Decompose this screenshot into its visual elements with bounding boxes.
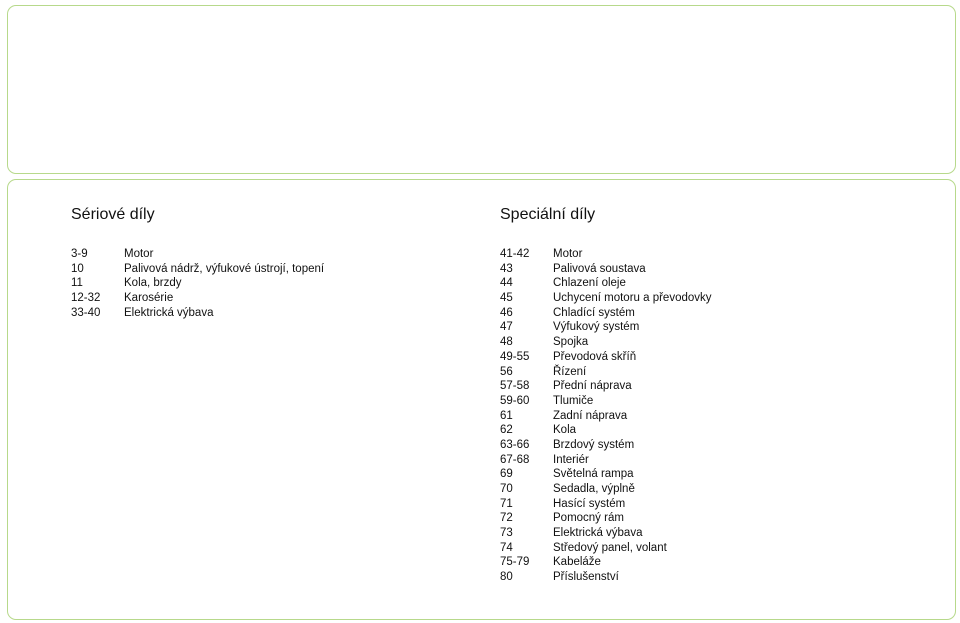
special-list-item[interactable] <box>500 276 760 291</box>
section-name: Interiér <box>553 453 589 466</box>
section-name: Kola <box>553 424 577 437</box>
section-name: Motor <box>553 248 583 260</box>
section-name: Kola, brzdy <box>124 277 182 290</box>
section-name: Hasící systém <box>553 497 626 510</box>
section-name: Spojka <box>553 336 589 349</box>
special-list-item[interactable] <box>500 306 760 321</box>
special-list-item[interactable] <box>500 541 760 556</box>
page-range: 80 <box>500 571 513 584</box>
special-list-item[interactable] <box>500 320 760 335</box>
special-list-item[interactable] <box>500 438 760 453</box>
page-range: 74 <box>500 541 513 554</box>
section-name: Převodová skříň <box>553 350 637 363</box>
special-list-item[interactable] <box>500 247 760 262</box>
page-range: 48 <box>500 336 513 349</box>
page-range: 12-32 <box>71 292 101 305</box>
special-list-item[interactable] <box>500 497 760 512</box>
special-list-item[interactable] <box>500 555 760 570</box>
section-name: Motor <box>124 248 154 260</box>
section-name: Brzdový systém <box>553 438 635 451</box>
section-name: Elektrická výbava <box>553 527 643 540</box>
page-range: 71 <box>500 497 513 510</box>
page-range: 70 <box>500 483 513 495</box>
special-list-item[interactable] <box>500 526 760 541</box>
page-range: 44 <box>500 277 513 290</box>
section-name: Palivová nádrž, výfukové ústrojí, topení <box>124 262 325 275</box>
section-name: Pomocný rám <box>553 512 624 525</box>
page-range: 61 <box>500 409 513 422</box>
special-list-item[interactable] <box>500 365 760 380</box>
special-list-item[interactable] <box>500 409 760 424</box>
section-name: Příslušenství <box>553 571 619 584</box>
serial-parts-list <box>71 247 401 320</box>
page-range: 57-58 <box>500 380 530 393</box>
special-list-item[interactable] <box>500 570 760 585</box>
serial-list-item[interactable] <box>71 262 401 277</box>
page-range: 49-55 <box>500 350 530 363</box>
special-list-item[interactable] <box>500 262 760 277</box>
serial-list-item[interactable] <box>71 306 401 321</box>
page-range: 59-60 <box>500 394 530 407</box>
top-panel <box>7 5 956 174</box>
section-name: Zadní náprava <box>553 409 628 422</box>
page-range: 11 <box>71 277 83 290</box>
section-name: Řízení <box>553 365 587 378</box>
special-parts-title: Speciální díly <box>500 206 596 223</box>
section-name: Středový panel, volant <box>553 541 667 554</box>
page-range: 47 <box>500 321 513 334</box>
serial-list-item[interactable] <box>71 276 401 291</box>
page-range: 75-79 <box>500 556 530 569</box>
special-list-item[interactable] <box>500 482 760 497</box>
special-list-item[interactable] <box>500 467 760 482</box>
section-name: Chladící systém <box>553 306 635 319</box>
special-list-item[interactable] <box>500 335 760 350</box>
section-name: Palivová soustava <box>553 262 646 275</box>
page-range: 3-9 <box>71 248 88 260</box>
page-range: 62 <box>500 424 513 437</box>
page-range: 45 <box>500 292 513 305</box>
special-list-item[interactable] <box>500 423 760 438</box>
section-name: Přední náprava <box>553 380 632 393</box>
section-name: Tlumiče <box>553 394 594 407</box>
special-list-item[interactable] <box>500 394 760 409</box>
special-list-item[interactable] <box>500 291 760 306</box>
special-list-item[interactable] <box>500 379 760 394</box>
page-range: 43 <box>500 262 513 275</box>
serial-parts-title: Sériové díly <box>71 206 155 223</box>
section-name: Elektrická výbava <box>124 306 214 319</box>
special-list-item[interactable] <box>500 453 760 468</box>
section-name: Sedadla, výplně <box>553 483 635 495</box>
serial-list-item[interactable] <box>71 291 401 306</box>
special-list-item[interactable] <box>500 350 760 365</box>
page-range: 33-40 <box>71 306 101 319</box>
special-parts-list <box>500 247 760 585</box>
section-name: Chlazení oleje <box>553 277 626 290</box>
section-name: Kabeláže <box>553 556 601 569</box>
page-range: 67-68 <box>500 453 530 466</box>
page-range: 46 <box>500 306 513 319</box>
section-name: Uchycení motoru a převodovky <box>553 292 712 305</box>
section-name: Karosérie <box>124 292 174 305</box>
page-range: 10 <box>71 262 84 275</box>
page-range: 41-42 <box>500 248 530 260</box>
serial-list-item[interactable] <box>71 247 401 262</box>
page-range: 69 <box>500 468 513 481</box>
page-range: 72 <box>500 512 513 525</box>
special-list-item[interactable] <box>500 511 760 526</box>
section-name: Výfukový systém <box>553 321 640 334</box>
page-range: 73 <box>500 527 513 540</box>
section-name: Světelná rampa <box>553 468 634 481</box>
page-range: 63-66 <box>500 438 530 451</box>
page-range: 56 <box>500 365 513 378</box>
content-panel <box>7 179 956 620</box>
